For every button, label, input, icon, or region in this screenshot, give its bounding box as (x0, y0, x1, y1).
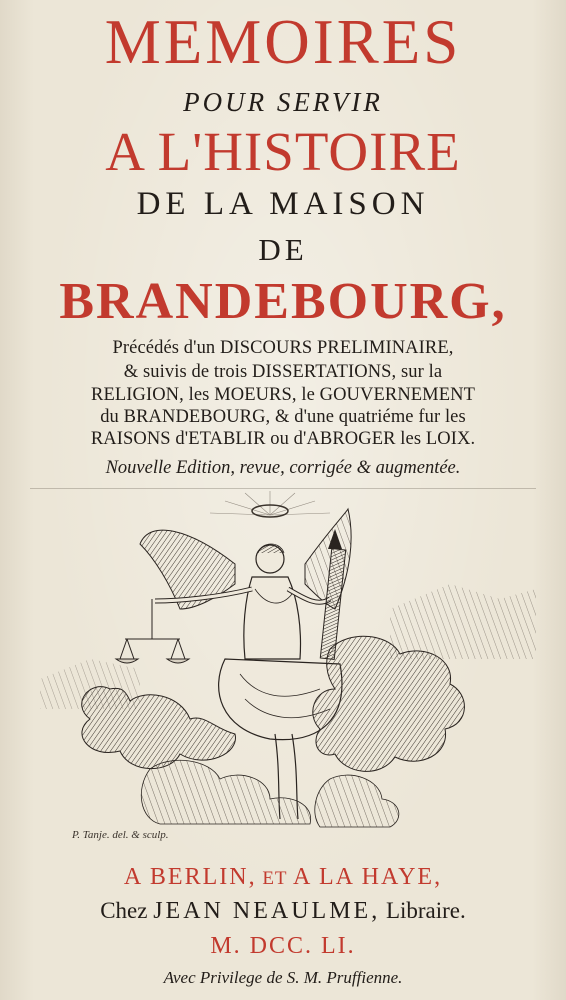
subtitle-caps: DISCOURS PRELIMINAIRE, (220, 338, 454, 358)
engraver-credit: P. Tanje. del. & sculp. (72, 829, 169, 841)
clouds-left (82, 687, 236, 769)
subtitle-line-5 (0, 429, 566, 450)
halo-rays (210, 491, 330, 515)
edition-note: Nouvelle Edition, revue, corrigée & augmentée. (105, 458, 461, 478)
subtitle-text: & d'une quatriéme fur les (270, 407, 466, 427)
subtitle-text: & suivis de trois (123, 362, 253, 382)
imprint-et: ET (256, 868, 293, 889)
imprint-year: M. DCC. LI. (210, 933, 356, 959)
imprint-la-haye: A LA HAYE, (292, 864, 443, 890)
subtitle-caps: BRANDEBOURG, (123, 407, 271, 427)
subtitle-caps: ABROGER (306, 429, 396, 449)
subtitle-line-1 (0, 338, 566, 359)
subtitle-text: les (183, 385, 215, 405)
subtitle-text: ou d' (265, 429, 307, 449)
subtitle-text: du (100, 407, 124, 427)
subtitle-line-2 (0, 362, 566, 383)
imprint-libraire: Libraire. (380, 898, 466, 923)
subtitle-caps: RAISONS (90, 429, 171, 449)
scales-of-justice (116, 599, 189, 663)
clouds-bottom (141, 760, 310, 824)
imprint-chez: Chez (100, 898, 154, 923)
subtitle-text: le (296, 385, 320, 405)
subtitle-text: Précédés d'un (112, 338, 220, 358)
subtitle-text: sur la (396, 362, 443, 382)
imprint-city (0, 864, 566, 891)
title-de: DE (258, 232, 308, 267)
subtitle-line-3 (0, 385, 566, 406)
subtitle-caps: DISSERTATIONS, (252, 362, 397, 382)
title-memoires: MEMOIRES (104, 7, 462, 77)
subtitle-line-4 (0, 407, 566, 428)
subtitle-caps: LOIX. (425, 429, 476, 449)
imprint-printer-name: JEAN NEAULME, (153, 898, 381, 924)
subtitle-text: d' (170, 429, 189, 449)
privilege-note: Avec Privilege de S. M. Pruffienne. (163, 968, 403, 987)
engraving-justice-figure (30, 488, 536, 841)
title-brandebourg: BRANDEBOURG, (59, 273, 507, 330)
imprint-printer (0, 898, 566, 925)
title-pour-servir: POUR SERVIR (183, 87, 383, 117)
subtitle-caps: ETABLIR (188, 429, 266, 449)
engraving-illustration (30, 489, 536, 841)
imprint-berlin: A BERLIN, (123, 864, 257, 890)
subtitle-caps: MOEURS, (214, 385, 297, 405)
title-histoire: A L'HISTOIRE (105, 121, 461, 182)
subtitle-caps: RELIGION, (91, 385, 184, 405)
subtitle-caps: GOUVERNEMENT (319, 385, 475, 405)
subtitle-text: les (395, 429, 426, 449)
title-de-la-maison: DE LA MAISON (136, 186, 430, 222)
